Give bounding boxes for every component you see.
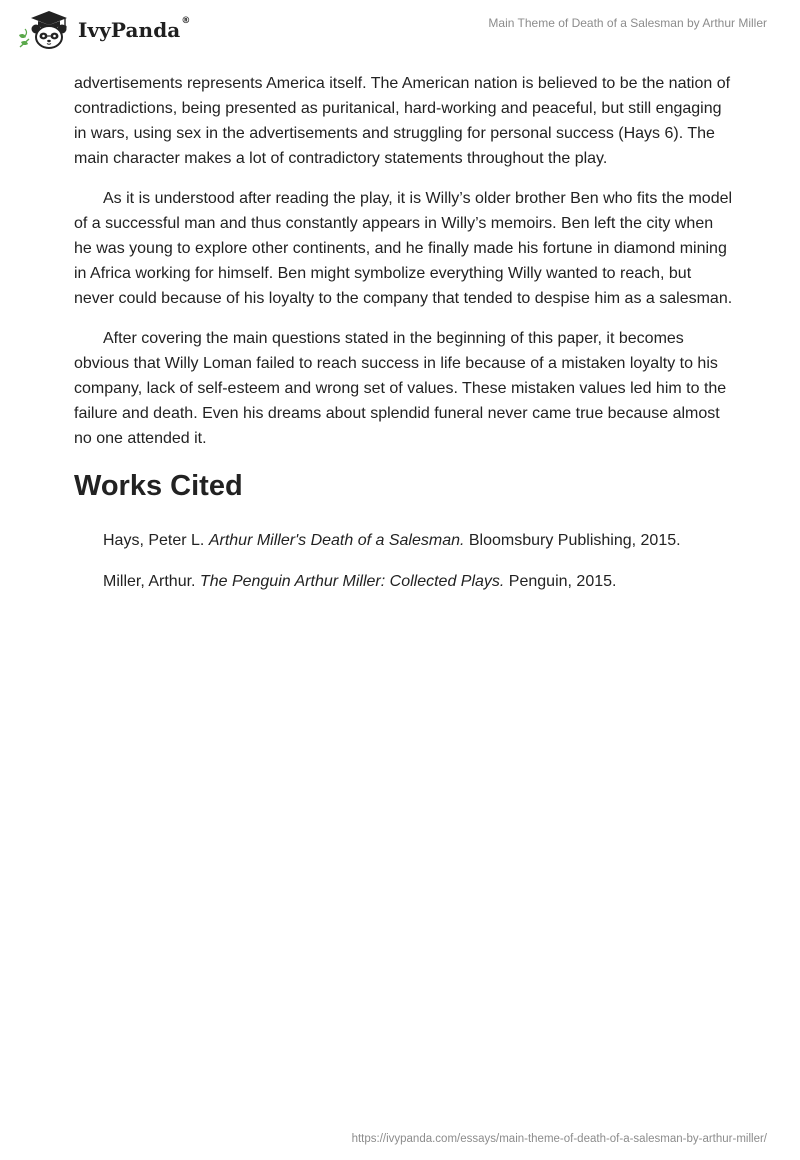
citation-author: Miller, Arthur.: [103, 573, 200, 590]
running-title: Main Theme of Death of a Salesman by Arthur Miller: [488, 16, 767, 30]
citation-publisher: Bloomsbury Publishing, 2015.: [464, 532, 681, 549]
body-paragraph-1: advertisements represents America itself. The American nation is believed to be the nation of contradictions, being presented as puritanical, hard-working and peaceful, but still engaging in wars, using sex in the advertisements and struggling for personal success (Hays 6). The main character makes a lot of contradictory statements throughout the play.: [74, 75, 731, 167]
citation-title: Arthur Miller's Death of a Salesman.: [208, 532, 465, 549]
citation-item: [103, 569, 734, 594]
citation-title: The Penguin Arthur Miller: Collected Plays.: [199, 573, 505, 590]
ivypanda-logo[interactable]: [16, 9, 190, 49]
works-cited-heading: Works Cited: [74, 470, 243, 502]
citation-item: [103, 528, 734, 553]
panda-graduate-icon: [16, 9, 74, 49]
source-url[interactable]: https://ivypanda.com/essays/main-theme-of-death-of-a-salesman-by-arthur-miller/: [351, 1133, 767, 1145]
body-paragraph-2: As it is understood after reading the play, it is Willy’s older brother Ben who fits the model of a successful man and thus constantly appears in Willy’s memoirs. Ben left the city when he was young to explore other continents, and he finally made his fortune in diamond mining in Africa working for himself. Ben might symbolize everything Willy wanted to reach, but never could because of his loyalty to the company that tended to despise him as a salesman.: [74, 190, 733, 307]
essay-content: [74, 71, 734, 610]
citation-author: Hays, Peter L.: [103, 532, 209, 549]
citation-publisher: Penguin, 2015.: [504, 573, 617, 590]
body-paragraph-3: After covering the main questions stated in the beginning of this paper, it becomes obvious that Willy Loman failed to reach success in life because of a mistaken loyalty to his company, lack of self-esteem and wrong set of values. These mistaken values led him to the failure and death. Even his dreams about splendid funeral never came true because almost no one attended it.: [74, 330, 727, 447]
page-header: [0, 0, 800, 70]
brand-name: IvyPanda®: [78, 16, 191, 42]
registered-mark: ®: [181, 16, 191, 26]
